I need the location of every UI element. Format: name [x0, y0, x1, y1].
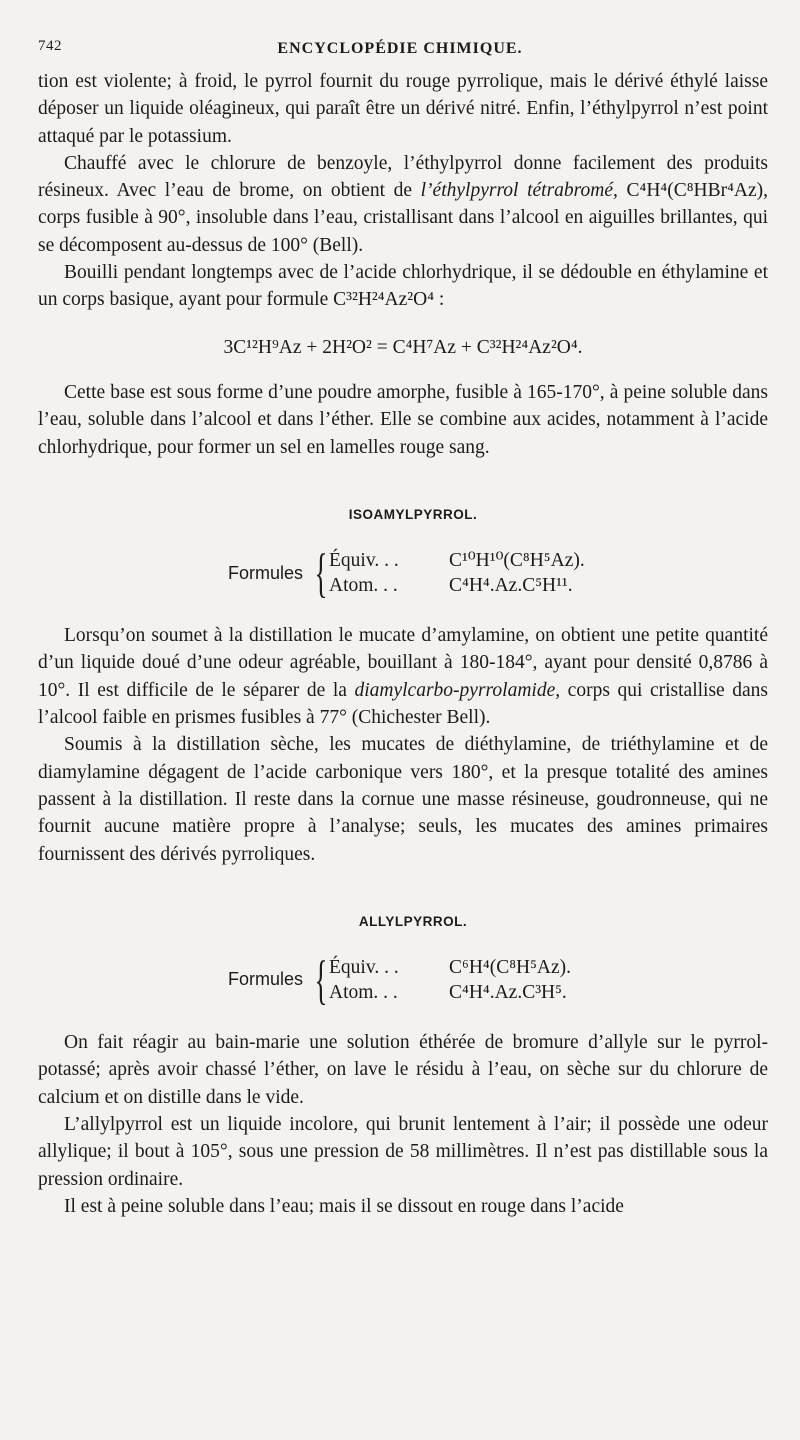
formula-rows — [329, 548, 585, 598]
formula-rows — [329, 955, 571, 1005]
formula-row-equiv — [329, 955, 571, 980]
formulas-label: Formules — [228, 969, 304, 990]
section-title-allylpyrrol: ALLYLPYRROL. — [358, 913, 468, 929]
formula-row-atom — [329, 980, 571, 1005]
paragraph — [38, 622, 768, 731]
italic-term: diamylcarbo-pyrrolamide, — [354, 679, 561, 701]
formulas-label: Formules — [228, 562, 304, 583]
formula-value: C⁶H⁴(C⁸H⁵Az). — [449, 957, 571, 979]
paragraph: Bouilli pendant longtemps avec de l’acide chlorhydrique, il se dédouble en éthylamine et un corps basique, ayant pour formule C³²H²⁴Az²O⁴ : — [38, 262, 768, 311]
text-run: C⁴H⁴(C⁸HBr⁴Az), corps fusible à 90°, insoluble dans l’eau, cristallisant dans l’alcool en aiguilles brillantes, qui se décomposent au-dessus de 100° (Bell). — [38, 180, 768, 256]
formula-value: C⁴H⁴.Az.C⁵H¹¹. — [449, 575, 573, 597]
formula-kind: Équiv. . . — [329, 550, 399, 572]
paragraph: On fait réagir au bain-marie une solution éthérée de bromure d’allyle sur le pyrrol-potassé; après avoir chassé l’éther, on lave le résidu à l’eau, on sèche sur du chlorure de calcium et on distille dans le vide. — [38, 1032, 768, 1108]
paragraph: Il est à peine soluble dans l’eau; mais il se dissout en rouge dans l’acide — [64, 1195, 624, 1217]
formula-value: C¹⁰H¹⁰(C⁸H⁵Az). — [449, 550, 585, 572]
text-run: Chauffé avec le chlorure de benzoyle, l’éthylpyrrol donne facilement des produits résineux. Avec l’eau de brome, on obtient de — [38, 152, 768, 202]
italic-term: l’éthylpyrrol tétrabromé, — [420, 180, 618, 202]
running-head: ENCYCLOPÉDIE CHIMIQUE. — [277, 40, 523, 57]
formula-kind: Atom. . . — [329, 575, 398, 597]
brace-symbol: { — [314, 543, 328, 604]
paragraph — [38, 150, 768, 259]
formula-row-atom — [329, 573, 585, 598]
text-run: corps qui cristallise dans l’alcool faible en prismes fusibles à 77° (Chichester Bell). — [38, 679, 769, 729]
formula-row-equiv — [329, 548, 585, 573]
equation: 3C¹²H⁹Az + 2H²O² = C⁴H⁷Az + C³²H²⁴Az²O⁴. — [223, 336, 583, 358]
formula-kind: Atom. . . — [329, 982, 398, 1004]
paragraph: Cette base est sous forme d’une poudre amorphe, fusible à 165-170°, à peine soluble dans l’eau, soluble dans l’alcool et dans l’éther. Elle se combine aux acides, notamment à l’acide chlorhydrique, pour former un sel en lamelles rouge sang. — [38, 381, 768, 458]
formulas-block — [228, 950, 768, 1011]
paragraph: Soumis à la distillation sèche, les mucates de diéthylamine, de triéthylamine et de diamylamine dégagent de l’acide carbonique vers 180°, et la presque totalité des amines passent à la distillation. Il reste dans la cornue une masse résineuse, goudronneuse, qui ne fournit aucune matière propre à l’analyse; seuls, les mucates des amines primaires fournissent des dérivés pyrroliques. — [38, 734, 768, 865]
page-number: 742 — [38, 38, 62, 54]
brace-symbol: { — [314, 950, 328, 1011]
formula-kind: Équiv. . . — [329, 957, 399, 979]
section-title-isoamylpyrrol: ISOAMYLPYRROL. — [348, 506, 478, 522]
paragraph: tion est violente; à froid, le pyrrol fournit du rouge pyrrolique, mais le dérivé éthylé laisse déposer un liquide oléagineux, qui paraît être un dérivé nitré. Enfin, l’éthylpyrrol n’est point attaqué par le potassium. — [38, 71, 768, 147]
formulas-block — [228, 543, 768, 604]
paragraph: L’allylpyrrol est un liquide incolore, qui brunit lentement à l’air; il possède une odeur allylique; il bout à 105°, sous une pression de 58 millimètres. Il n’est pas distillable sous la pression ordinaire. — [38, 1114, 768, 1190]
text-run: Lorsqu’on soumet à la distillation le mucate d’amylamine, on obtient une petite quantité d’un liquide doué d’une odeur agréable, bouillant à 180-184°, ayant pour densité 0,8786 à 10°. Il est difficile de le séparer de la — [38, 625, 768, 701]
body-text — [38, 68, 768, 1220]
formula-value: C⁴H⁴.Az.C³H⁵. — [449, 982, 567, 1004]
